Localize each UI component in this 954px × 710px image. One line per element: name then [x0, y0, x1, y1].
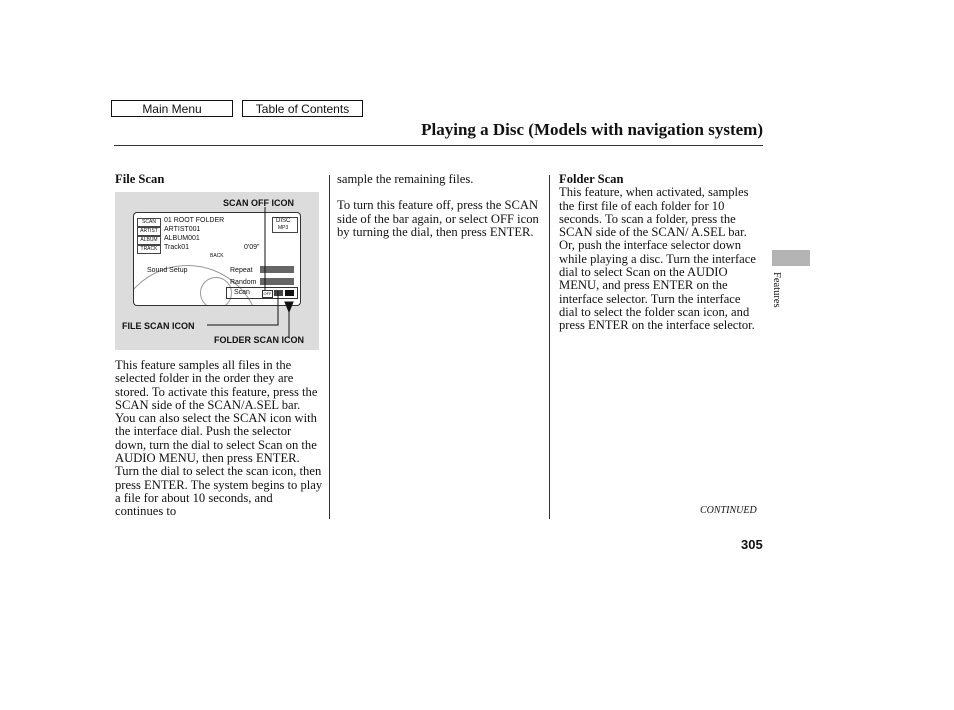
scan-off-icon: OFF	[263, 291, 272, 296]
file-scan-heading-block	[115, 173, 320, 186]
sound-setup-item: Sound Setup	[147, 267, 188, 274]
format-label: MP3	[278, 225, 289, 231]
repeat-item: Repeat	[230, 267, 253, 274]
column-2	[337, 173, 543, 239]
file-scan-body	[115, 359, 323, 519]
screen-folder: 01 ROOT FOLDER	[164, 217, 225, 224]
file-scan-text: This feature samples all files in the selected folder in the order they are stored. To activate this feature, press the SCAN side of the SCAN/A.SEL bar. You can also select the SCAN icon with the interface dial. Push the selector down, turn the dial to select Scan on the AUDIO MENU, then press ENTER. Turn the dial to select the scan icon, then press ENTER. The system begins to play a file for about 10 seconds, and continues to	[115, 358, 323, 519]
column-divider-2	[549, 175, 550, 519]
continued-label: CONTINUED	[700, 505, 757, 516]
screen-tag-scan: SCAN	[137, 218, 161, 227]
screen-time: 0'09"	[244, 244, 260, 251]
screen-tag-album: ALBUM	[137, 236, 161, 245]
scan-diagram	[115, 192, 319, 350]
disc-label: DISC	[276, 218, 291, 224]
col2-turn-off-text: To turn this feature off, press the SCAN side of the bar again, or select OFF icon by turning the dial, then press ENTER.	[337, 198, 539, 239]
folder-scan-heading: Folder Scan	[559, 172, 624, 186]
page-title: Playing a Disc (Models with navigation system)	[421, 120, 763, 139]
file-scan-icon-label: FILE SCAN ICON	[122, 321, 195, 331]
folder-scan-text: This feature, when activated, samples the first file of each folder for 10 seconds. To scan a folder, press the SCAN side of the SCAN/ A.SEL bar. Or, push the interface selector down while playing a disc. Turn the interface dial to select Scan on the AUDIO MENU, and press ENTER on the interface selector. Turn the interface dial to select the folder scan icon, and press ENTER on the interface selector.	[559, 185, 756, 333]
main-menu-button[interactable]: Main Menu	[111, 100, 233, 117]
section-label: Features	[771, 272, 782, 308]
screen-track: Track01	[164, 244, 190, 251]
screen-tag-track: TRACK	[137, 245, 161, 254]
table-of-contents-button[interactable]: Table of Contents	[242, 100, 363, 117]
file-scan-heading: File Scan	[115, 172, 165, 186]
header-rule	[114, 145, 763, 146]
scan-off-icon-label: SCAN OFF ICON	[223, 198, 294, 208]
column-divider-1	[329, 175, 330, 519]
screen-artist: ARTIST001	[164, 226, 201, 233]
col2-continuation: sample the remaining files.	[337, 172, 474, 186]
back-label: BACK	[210, 253, 224, 259]
folder-scan-icon-label: FOLDER SCAN ICON	[214, 335, 304, 345]
random-item: Random	[230, 279, 257, 286]
column-3	[559, 173, 759, 333]
page-number: 305	[741, 537, 763, 552]
scan-item: Scan	[234, 289, 250, 296]
screen-tag-artist: ARTIST	[137, 227, 161, 236]
screen-album: ALBUM001	[164, 235, 200, 242]
section-tab	[772, 250, 810, 266]
